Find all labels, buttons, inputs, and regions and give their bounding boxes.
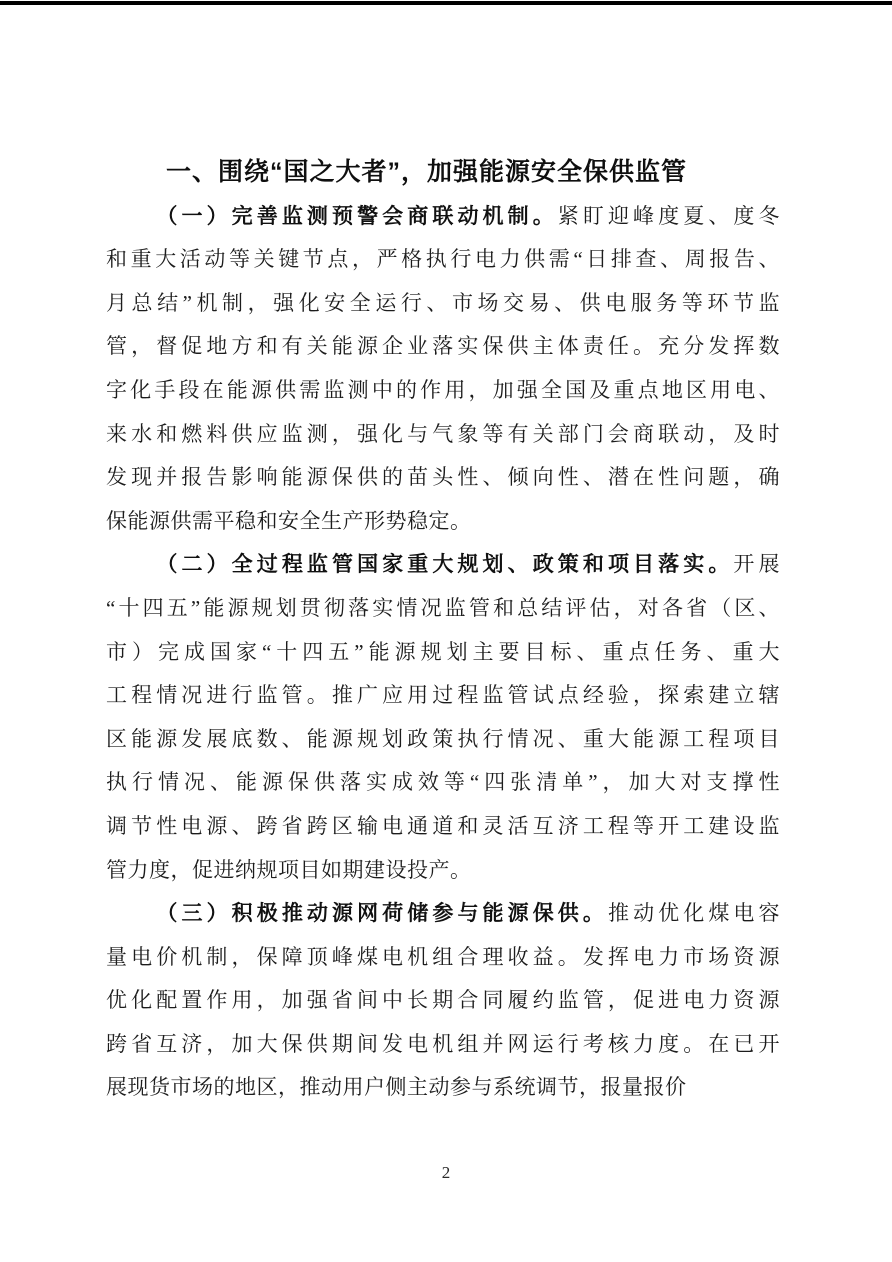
line-text: 月总结”机制，强化安全运行、市场交易、供电服务等环节监 bbox=[106, 290, 780, 315]
line-text: 管，督促地方和有关能源企业落实保供主体责任。充分发挥数 bbox=[106, 334, 780, 359]
text-line bbox=[106, 674, 780, 718]
line-text: 来水和燃料供应监测，强化与气象等有关部门会商联动，及时 bbox=[106, 421, 780, 446]
line-text: 工程情况进行监管。推广应用过程监管试点经验，探索建立辖 bbox=[106, 683, 780, 708]
text-line bbox=[106, 936, 780, 980]
text-line bbox=[106, 413, 780, 457]
text-line bbox=[106, 238, 780, 282]
line-text: “十四五”能源规划贯彻落实情况监管和总结评估，对各省（区、 bbox=[106, 595, 780, 620]
text-line bbox=[106, 979, 780, 1023]
line-text: 区能源发展底数、能源规划政策执行情况、重大能源工程项目 bbox=[106, 726, 780, 751]
line-text: 发现并报告影响能源保供的苗头性、倾向性、潜在性问题，确 bbox=[106, 465, 780, 490]
line-text: 和重大活动等关键节点，严格执行电力供需“日排查、周报告、 bbox=[106, 247, 780, 272]
text-line bbox=[106, 325, 780, 369]
text-line bbox=[106, 761, 780, 805]
line-text: 市）完成国家“十四五”能源规划主要目标、重点任务、重大 bbox=[106, 639, 780, 664]
text-line bbox=[106, 587, 780, 631]
document-text-block bbox=[106, 151, 780, 1110]
section-heading: 一、围绕“国之大者”，加强能源安全保供监管 bbox=[166, 158, 688, 186]
text-line bbox=[106, 282, 780, 326]
text-line bbox=[106, 849, 780, 893]
text-line bbox=[106, 718, 780, 762]
page-number: 2 bbox=[441, 1163, 451, 1182]
scan-top-edge-line bbox=[0, 1, 892, 5]
text-line bbox=[106, 500, 780, 544]
line-text: 跨省互济，加大保供期间发电机组并网运行考核力度。在已开 bbox=[106, 1031, 780, 1056]
text-line bbox=[106, 892, 780, 936]
text-line bbox=[106, 195, 780, 239]
text-line bbox=[106, 1023, 780, 1067]
text-line bbox=[106, 1066, 780, 1110]
line-text: 优化配置作用，加强省间中长期合同履约监管，促进电力资源 bbox=[106, 988, 780, 1013]
line-text: 紧盯迎峰度夏、度冬 bbox=[557, 203, 780, 228]
paragraph-lead: （一）完善监测预警会商联动机制。 bbox=[156, 203, 558, 228]
line-text: 量电价机制，保障顶峰煤电机组合理收益。发挥电力市场资源 bbox=[106, 944, 780, 969]
text-line bbox=[106, 369, 780, 413]
line-text: 调节性电源、跨省跨区输电通道和灵活互济工程等开工建设监 bbox=[106, 813, 780, 838]
paragraph-lead: （二）全过程监管国家重大规划、政策和项目落实。 bbox=[156, 552, 734, 577]
text-line bbox=[106, 805, 780, 849]
line-text: 保能源供需平稳和安全生产形势稳定。 bbox=[106, 508, 472, 533]
text-line bbox=[106, 543, 780, 587]
line-text: 管力度，促进纳规项目如期建设投产。 bbox=[106, 857, 472, 882]
line-text: 推动优化煤电容 bbox=[607, 901, 781, 926]
text-line bbox=[106, 631, 780, 675]
text-line bbox=[106, 456, 780, 500]
paragraph-lead: （三）积极推动源网荷储参与能源保供。 bbox=[156, 901, 608, 926]
line-text: 展现货市场的地区，推动用户侧主动参与系统调节，报量报价 bbox=[106, 1075, 687, 1100]
line-text: 字化手段在能源供需监测中的作用，加强全国及重点地区用电、 bbox=[106, 377, 780, 402]
line-text: 开展 bbox=[733, 552, 781, 577]
line-text: 执行情况、能源保供落实成效等“四张清单”，加大对支撑性 bbox=[106, 770, 780, 795]
